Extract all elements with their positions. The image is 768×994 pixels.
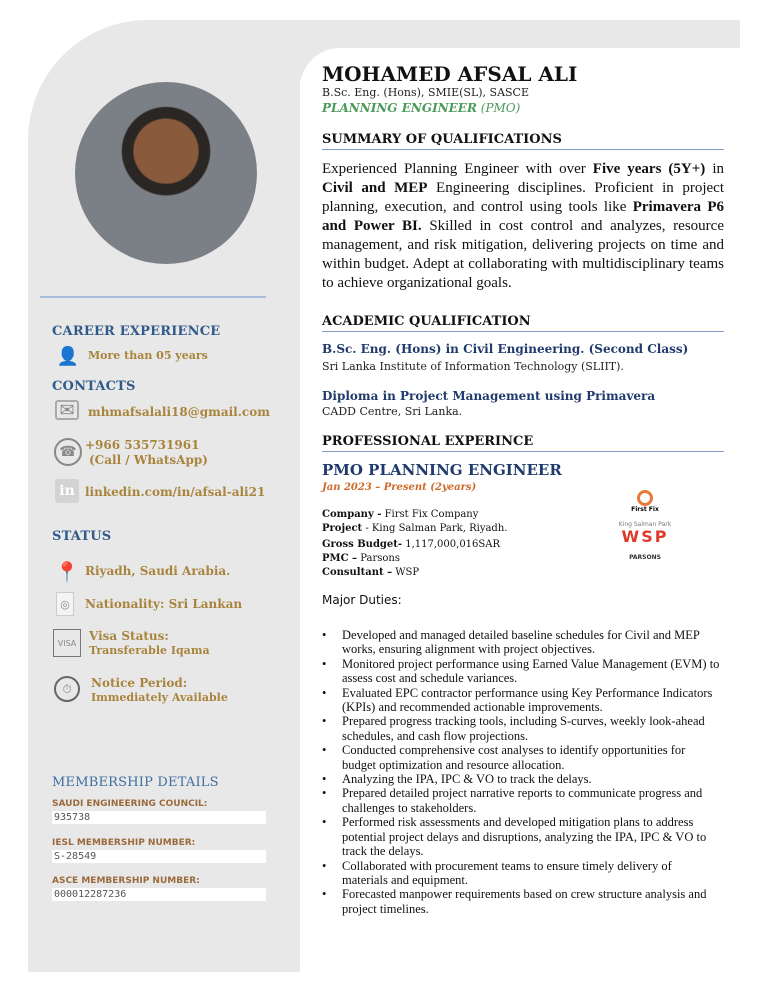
membership-label: IESL MEMBERSHIP NUMBER: bbox=[52, 838, 196, 848]
status-heading: STATUS bbox=[52, 529, 112, 544]
t: Civil and MEP bbox=[322, 180, 428, 196]
duty-item: • Collaborated with procurement teams to ensure timely delivery of materials and equipment. bbox=[322, 859, 720, 888]
membership-value: 000012287236 bbox=[52, 888, 266, 901]
visa-label: Visa Status: bbox=[89, 629, 169, 643]
wsp-logo: WSP bbox=[621, 527, 669, 546]
passport-icon: ◎ bbox=[56, 592, 74, 616]
visa-icon: VISA bbox=[53, 629, 81, 657]
duty-item: • Prepared progress tracking tools, including S-curves, weekly look-ahead schedules, and cash flow projections. bbox=[322, 714, 720, 743]
membership-value: S-28549 bbox=[52, 850, 266, 863]
nationality: Nationality: Sri Lankan bbox=[85, 597, 243, 611]
institution: CADD Centre, Sri Lanka. bbox=[322, 405, 463, 418]
t: Company - bbox=[322, 509, 382, 520]
summary-text bbox=[322, 160, 724, 293]
location: Riyadh, Saudi Arabia. bbox=[85, 564, 231, 578]
company-logos bbox=[610, 490, 680, 561]
t: WSP bbox=[392, 567, 420, 578]
linkedin-link[interactable]: linkedin.com/in/afsal-ali21 bbox=[85, 485, 266, 499]
duty-item: • Evaluated EPC contractor performance using Key Performance Indicators (KPIs) and recommended actionable improvements. bbox=[322, 686, 720, 715]
phone-icon: ☎ bbox=[54, 438, 82, 466]
t: Engineering disciplines. Proficient in project planning, execution, and control using tools like bbox=[322, 180, 724, 215]
phone-number[interactable]: +966 535731961 bbox=[85, 438, 200, 452]
location-pin-icon: 📍 bbox=[54, 560, 80, 584]
institution: Sri Lanka Institute of Information Technology (SLIIT). bbox=[322, 360, 624, 373]
experience-heading: PROFESSIONAL EXPERINCE bbox=[322, 434, 724, 452]
credentials: B.Sc. Eng. (Hons), SMIE(SL), SASCE bbox=[322, 86, 529, 99]
duty-item: • Prepared detailed project narrative reports to communicate progress and challenges to stakeholders. bbox=[322, 786, 720, 815]
t: Skilled in cost control and analyzes, resource management, and risk mitigation, delivering projects on time and within budget. Adept at collaborating with multidisciplinary teams to achieve organizational goals. bbox=[322, 218, 724, 291]
person-icon: 👤 bbox=[56, 345, 80, 367]
role-line bbox=[322, 101, 520, 115]
t: Five years (5Y+) bbox=[592, 161, 706, 177]
role-suffix: (PMO) bbox=[480, 101, 521, 115]
t: 1,117,000,016SAR bbox=[402, 539, 501, 550]
t: PMC – bbox=[322, 553, 358, 564]
membership-label: ASCE MEMBERSHIP NUMBER: bbox=[52, 876, 200, 886]
notice-value: Immediately Available bbox=[91, 691, 228, 704]
membership-label: SAUDI ENGINEERING COUNCIL: bbox=[52, 799, 208, 809]
t: Project bbox=[322, 523, 363, 534]
first-fix-logo: First Fix bbox=[631, 506, 659, 513]
company-line bbox=[322, 508, 507, 522]
visa-value: Transferable Iqama bbox=[89, 644, 210, 657]
duties-heading: Major Duties: bbox=[322, 593, 402, 607]
candidate-name: MOHAMED AFSAL ALI bbox=[322, 62, 578, 86]
t: Consultant – bbox=[322, 567, 393, 578]
t: - King Salman Park, Riyadh. bbox=[362, 523, 508, 534]
membership-value: 935738 bbox=[52, 811, 266, 824]
degree: Diploma in Project Management using Primavera bbox=[322, 389, 656, 403]
t: Parsons bbox=[357, 553, 400, 564]
degree: B.Sc. Eng. (Hons) in Civil Engineering. (Second Class) bbox=[322, 342, 689, 356]
duty-item: • Developed and managed detailed baseline schedules for Civil and MEP works, ensuring alignment with project objectives. bbox=[322, 628, 720, 657]
contacts-heading: CONTACTS bbox=[52, 379, 136, 394]
king-salman-park-logo: King Salman Park bbox=[618, 521, 672, 528]
t: First Fix Company bbox=[381, 509, 479, 520]
duty-item: • Monitored project performance using Earned Value Management (EVM) to assess cost and schedule variances. bbox=[322, 657, 720, 686]
duties-list bbox=[322, 628, 720, 916]
membership-heading: MEMBERSHIP DETAILS bbox=[52, 775, 219, 790]
t: Primavera P6 and Power BI. bbox=[322, 199, 724, 234]
duty-item: • Performed risk assessments and developed mitigation plans to address potential project delays and disruptions, analyzing the IPA, IPC & VO to track the delays. bbox=[322, 815, 720, 858]
job-title: PMO PLANNING ENGINEER bbox=[322, 461, 562, 479]
duty-item: • Forecasted manpower requirements based on crew structure analysis and project timelines. bbox=[322, 887, 720, 916]
mail-icon: ✉ bbox=[55, 400, 79, 420]
project-line bbox=[322, 522, 507, 536]
consultant-line bbox=[322, 566, 507, 580]
academic-heading: ACADEMIC QUALIFICATION bbox=[322, 314, 724, 332]
t: Gross Budget- bbox=[322, 539, 403, 550]
phone-note: (Call / WhatsApp) bbox=[89, 453, 208, 467]
linkedin-icon: in bbox=[55, 479, 79, 503]
email-link[interactable]: mhmafsalali18@gmail.com bbox=[88, 405, 270, 419]
role: PLANNING ENGINEER bbox=[322, 101, 477, 115]
profile-photo bbox=[75, 82, 257, 264]
parsons-logo: PARSONS bbox=[629, 554, 661, 561]
first-fix-logo-icon bbox=[637, 490, 653, 506]
t: Experienced Planning Engineer with over bbox=[322, 161, 593, 177]
duty-item: • Conducted comprehensive cost analyses to identify opportunities for budget optimization and resource allocation. bbox=[322, 743, 720, 772]
divider bbox=[40, 296, 266, 298]
notice-label: Notice Period: bbox=[91, 676, 188, 690]
duty-item: • Analyzing the IPA, IPC & VO to track the delays. bbox=[322, 772, 720, 786]
job-details bbox=[322, 508, 507, 580]
budget-line bbox=[322, 538, 507, 552]
stopwatch-icon: ⏱ bbox=[54, 676, 80, 702]
job-dates: Jan 2023 – Present (2years) bbox=[322, 482, 477, 493]
career-value: More than 05 years bbox=[88, 349, 208, 362]
career-heading: CAREER EXPERIENCE bbox=[52, 324, 221, 339]
pmc-line bbox=[322, 552, 507, 566]
t: in bbox=[705, 161, 724, 177]
summary-heading: SUMMARY OF QUALIFICATIONS bbox=[322, 132, 724, 150]
